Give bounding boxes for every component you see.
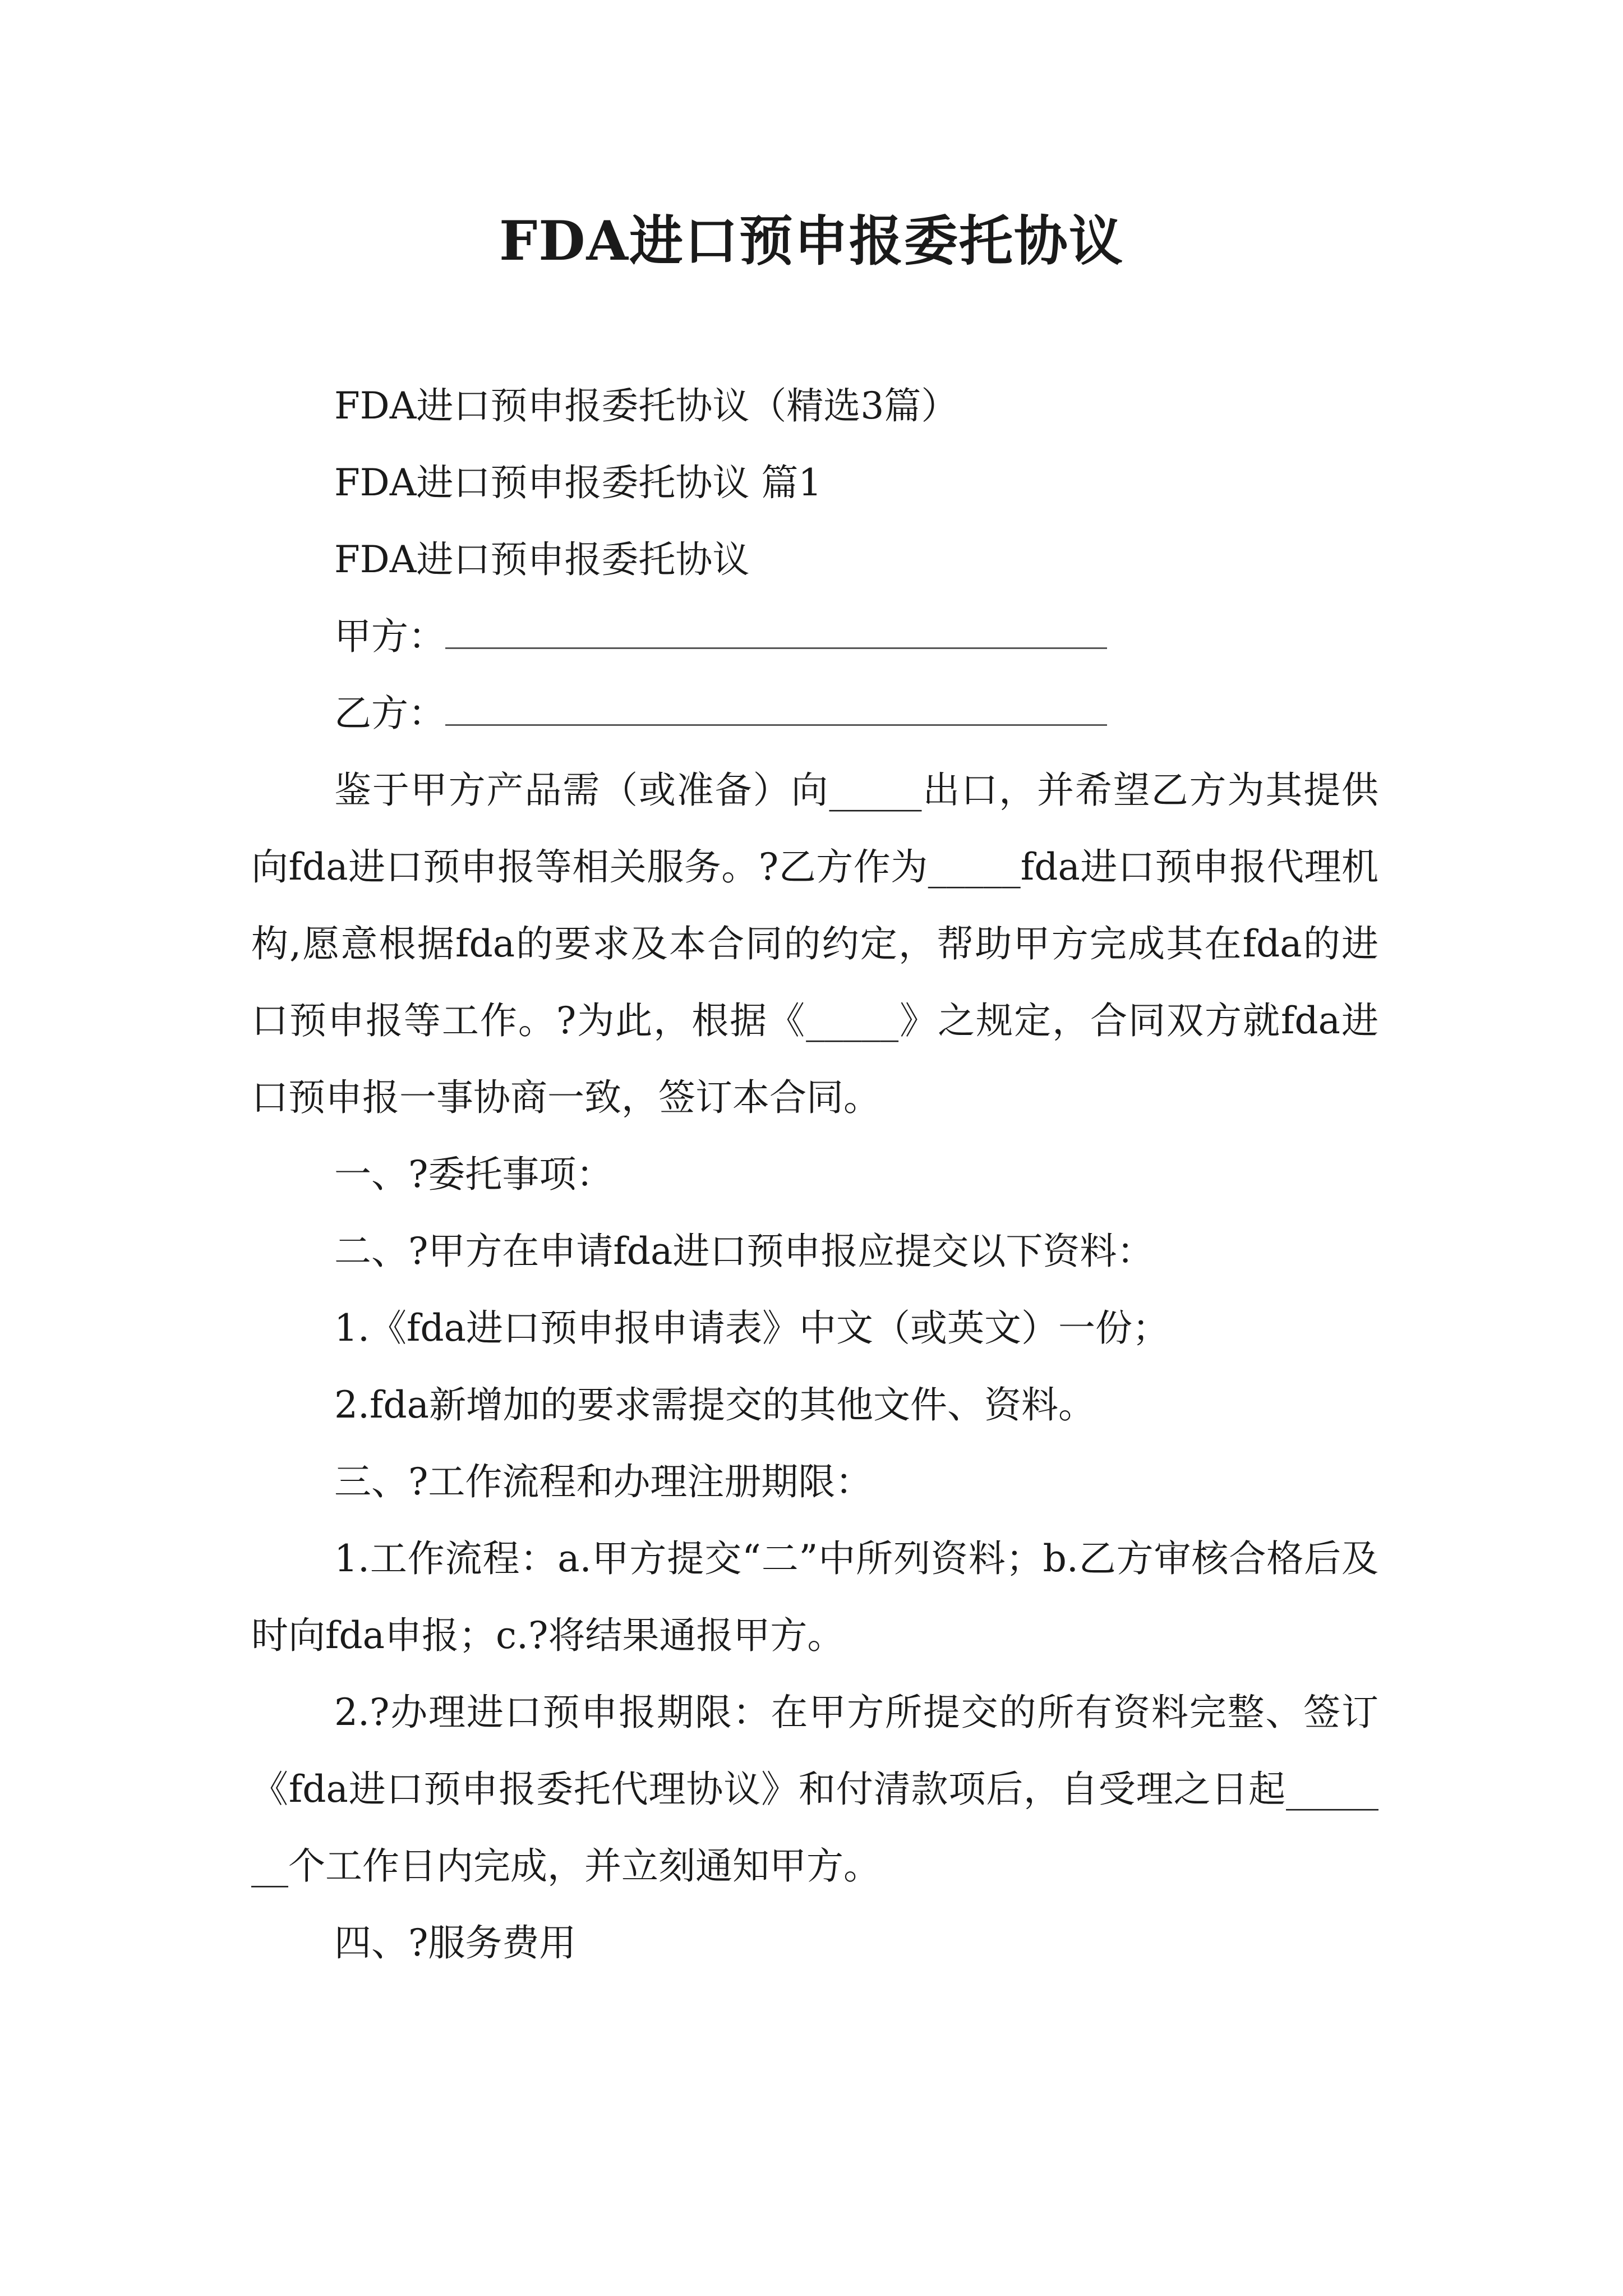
paragraph: 2.?办理进口预申报期限：在甲方所提交的所有资料完整、签订《fda进口预申报委托代理协议》和付清款项后，自受理之日起_______个工作日内完成，并立刻通知甲方。 [251, 1691, 1378, 1888]
party-b-blank [445, 687, 1107, 726]
paragraph: 鉴于甲方产品需（或准备）向_____出口，并希望乙方为其提供向fda进口预申报等相关服务。?乙方作为_____fda进口预申报代理机构,愿意根据fda的要求及本合同的约定，帮助甲方完成其在fda的进口预申报等工作。?为此，根据《_____》之规定，合同双方就fda进口预申报一事协商一致，签订本合同。 [251, 769, 1378, 1119]
paragraph: FDA进口预申报委托协议（精选3篇） [334, 384, 958, 427]
paragraph: 二、?甲方在申请fda进口预申报应提交以下资料： [334, 1230, 1154, 1273]
paragraph: 一、?委托事项： [334, 1153, 614, 1196]
paragraph: 1.工作流程：a.甲方提交“二”中所列资料；b.乙方审核合格后及时向fda申报；c.?将结果通报甲方。 [251, 1537, 1378, 1657]
document-body [251, 367, 1378, 1981]
paragraph: 2.fda新增加的要求需提交的其他文件、资料。 [334, 1383, 1095, 1427]
party-a-blank [445, 610, 1107, 649]
party-b-label: 乙方： [334, 692, 445, 735]
paragraph: FDA进口预申报委托协议 [334, 538, 750, 581]
paragraph: 三、?工作流程和办理注册期限： [334, 1460, 873, 1503]
party-a-label: 甲方： [334, 615, 445, 658]
party-a-line [251, 598, 1378, 675]
paragraph: 四、?服务费用 [334, 1921, 577, 1964]
document-title: FDA进口预申报委托协议 [499, 209, 1124, 273]
paragraph: 1.《fda进口预申报申请表》中文（或英文）一份； [334, 1306, 1169, 1350]
party-b-line [251, 675, 1378, 752]
paragraph: FDA进口预申报委托协议 篇1 [334, 461, 822, 504]
